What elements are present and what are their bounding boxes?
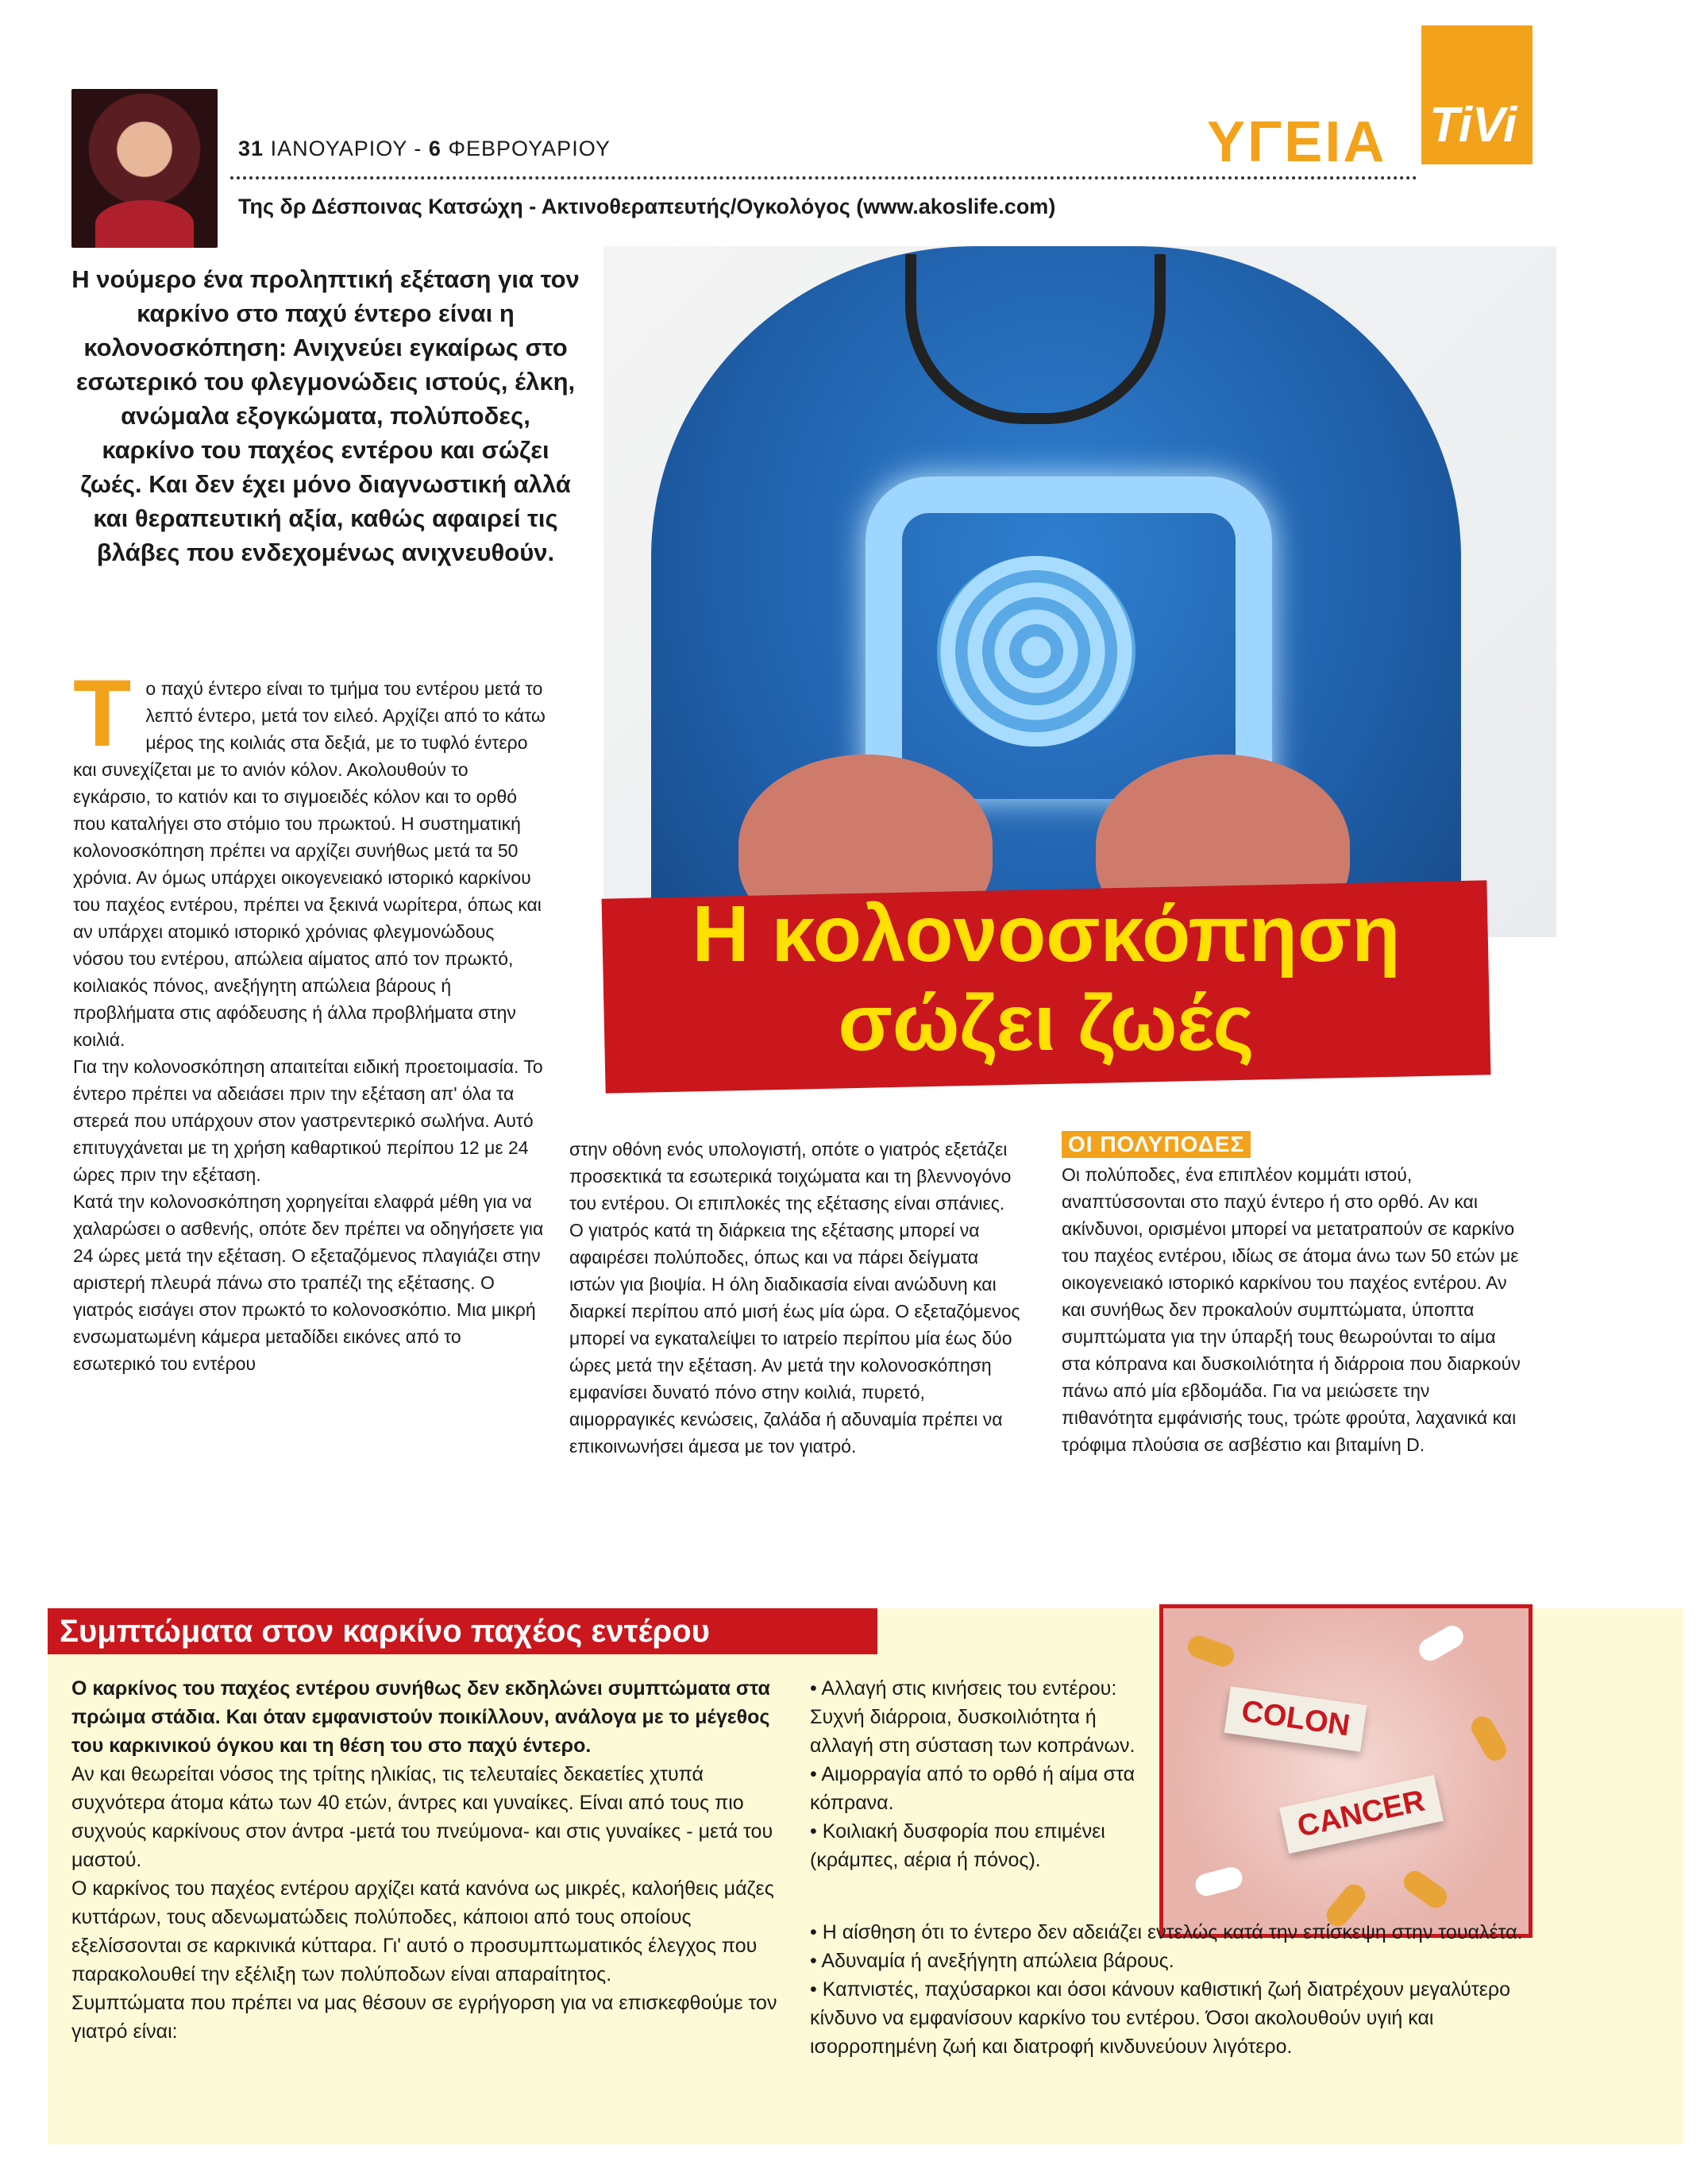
author-photo <box>71 89 218 248</box>
brand-logo: TiVi <box>1421 25 1533 164</box>
article-paragraph: Οι πολύποδες, ένα επιπλέον κομμάτι ιστού, αναπτύσσονται στο παχύ έντερο ή στο ορθό. Αν και ακίνδυνοι, ορισμένοι μπορεί να μετατραπούν σε καρκίνο του παχέος εντέρου, ιδίως σε άτομα άνω των 50 ετών με οικογενειακό ιστορικό καρκίνου του παχέος εντέρου. Αν και συνήθως δεν προκαλούν συμπτώματα, ύποπτα συμπτώματα για την ύπαρξή τους θεωρούνται το αίμα στα κόπρανα και δυσκοιλιότητα ή διάρροια που διαρκούν πάνω από μία εβδομάδα. Για να μειώσετε την πιθανότητα εμφάνισής τους, τρώτε φρούτα, λαχανικά και τρόφιμα πλούσια σε ασβέστιο και βιταμίνη D. <box>1062 1164 1521 1455</box>
headline <box>603 890 1489 1067</box>
article-paragraph: ο παχύ έντερο είναι το τμήμα του εντέρου μετά το λεπτό έντερο, μετά τον ειλεό. Αρχίζει από το κάτω μέρος της κοιλιάς στα δεξιά, με το τυφλό έντερο και συνεχίζεται με το ανιόν κόλον. Ακολουθούν το εγκάρσιο, το κατιόν και το σιγμοειδές κόλον και το ορθό που καταλήγει στο στόμιο του πρωκτού. Η συστηματική κολονοσκόπηση πρέπει να αρχίζει συνήθως μετά τα 50 χρόνια. Αν όμως υπάρχει οικογενειακό ιστορικό καρκίνου του παχέος εντέρου, πρέπει να ξεκινά νωρίτερα, όπως και αν υπάρχει ατομικό ιστορικό χρόνιας φλεγμονώδους νόσου του εντέρου, απώλεια αίματος από τον πρωκτό, κοιλιακός πόνος, ανεξήγητη απώλεια βάρους ή προβλήματα στις αφόδευσης ή άλλα προβλήματα στην κοιλιά. <box>73 678 546 1050</box>
symptoms-paragraph: Συμπτώματα που πρέπει να μας θέσουν σε εγρήγορση για να επισκεφθούμε τον γιατρό είναι: <box>71 1992 777 2043</box>
bullet-item: • Αδυναμία ή ανεξήγητη απώλεια βάρους. <box>810 1950 1174 1972</box>
article-paragraph: Για την κολονοσκόπηση απαιτείται ειδική προετοιμασία. Το έντερο πρέπει να αδειάσει πριν την εξέταση απ' όλα τα στερεά που υπάρχουν στον γαστρεντερικό σωλήνα. Αυτό επιτυγχάνεται με τη χρήση καθαρτικού περίπου 12 με 24 ώρες πριν την εξέταση. <box>73 1056 543 1185</box>
headline-line-1: Η κολονοσκόπηση <box>692 890 1401 978</box>
symptoms-column-1 <box>71 1674 786 2046</box>
symptoms-intro: Ο καρκίνος του παχέος εντέρου συνήθως δεν εκδηλώνει συμπτώματα στα πρώιμα στάδια. Και όταν εμφανιστούν ποικίλλουν, ανάλογα με το μέγεθος του καρκινικού όγκου και τη θέση του στο παχύ έντερο. <box>71 1677 770 1757</box>
article-column-3 <box>1062 1161 1522 1458</box>
issue-date: 31 ΙΑΝΟΥΑΡΙΟΥ - 6 ΦΕΒΡΟΥΑΡΙΟΥ <box>238 137 611 160</box>
bullet-item: • Αιμορραγία από το ορθό ή αίμα στα κόπρανα. <box>810 1763 1135 1814</box>
doctor-intestine-photo <box>603 246 1556 937</box>
bullet-item: • Κοιλιακή δυσφορία που επιμένει (κράμπες, αέρια ή πόνος). <box>810 1820 1105 1871</box>
symptoms-paragraph: Αν και θεωρείται νόσος της τρίτης ηλικίας, τις τελευταίες δεκαετίες χτυπά συχνότερα άτομα κάτω των 40 ετών, άντρες και γυναίκες. Είναι από τους πιο συχνούς καρκίνους στον άντρα -μετά του πνεύμονα- και στις γυναίκες - μετά του μαστού. <box>71 1763 773 1871</box>
article-paragraph: στην οθόνη ενός υπολογιστή, οπότε ο γιατρός εξετάζει προσεκτικά τα εσωτερικά τοιχώματα και τη βλεννογόνο του εντέρου. Οι επιπλοκές της εξέτασης είναι σπάνιες. <box>569 1139 1012 1214</box>
symptoms-bullets-lower <box>810 1918 1525 2061</box>
article-paragraph: Ο γιατρός κατά τη διάρκεια της εξέτασης μπορεί να αφαιρέσει πολύποδες, όπως και να πάρει δείγματα ιστών για βιοψία. Η όλη διαδικασία είναι ανώδυνη και διαρκεί περίπου από μισή έως μία ώρα. Ο εξεταζόμενος μπορεί να εγκαταλείψει το ιατρείο περίπου μία έως δύο ώρες μετά την εξέταση. Αν μετά την κολονοσκόπηση εμφανίσει δυνατό πόνο στην κοιλιά, πυρετό, αιμορραγικές κενώσεις, ζαλάδα ή αδυναμία πρέπει να επικοινωνήσει άμεσα με τον γιατρό. <box>569 1220 1020 1457</box>
article-paragraph: Κατά την κολονοσκόπηση χορηγείται ελαφρά μέθη για να χαλαρώσει ο ασθενής, οπότε δεν πρέπει να οδηγήσετε για 24 ώρες μετά την εξέταση. Ο εξεταζόμενος πλαγιάζει στην αριστερή πλευρά πάνω στο τραπέζι της εξέτασης. Ο γιατρός εισάγει στον πρωκτό το κολονοσκόπιο. Μια μικρή ενσωματωμένη κάμερα μεταδίδει εικόνες από το εσωτερικό του εντέρου <box>73 1191 544 1374</box>
symptoms-paragraph: Ο καρκίνος του παχέος εντέρου αρχίζει κατά κανόνα ως μικρές, καλοήθεις μάζες κυττάρων, τους αδενωματώδεις πολύποδες, κάποιοι από τους οποίους εξελίσσονται σε καρκινικά κύτταρα. Γι' αυτό ο προσυμπτωματικός έλεγχος που παρακολουθεί την εξέλιξη των πολύποδων είναι απαραίτητος. <box>71 1877 774 1986</box>
bullet-item: • Η αίσθηση ότι το έντερο δεν αδειάζει εντελώς κατά την επίσκεψη στην τουαλέτα. <box>810 1921 1523 1943</box>
colon-cancer-photo <box>1159 1604 1533 1938</box>
polyps-heading: ΟΙ ΠΟΛΥΠΟΔΕΣ <box>1062 1131 1251 1158</box>
symptoms-title: Συμπτώματα στον καρκίνο παχέος εντέρου <box>60 1614 710 1649</box>
headline-line-2: σώζει ζωές <box>838 978 1255 1067</box>
colon-tag: COLON <box>1224 1686 1367 1752</box>
symptoms-bullets <box>810 1674 1151 1874</box>
cancer-tag: CANCER <box>1279 1775 1443 1854</box>
header-divider <box>230 176 1417 179</box>
bullet-item: • Αλλαγή στις κινήσεις του εντέρου: Συχνή διάρροια, δυσκοιλιότητα ή αλλαγή στη σύσταση των κοπράνων. <box>810 1677 1135 1757</box>
author-byline: Της δρ Δέσποινας Κατσώχη - Ακτινοθεραπευτής/Ογκολόγος (www.akoslife.com) <box>238 195 1056 218</box>
article-column-1 <box>73 660 546 1377</box>
lead-paragraph: Η νούμερο ένα προληπτική εξέταση για τον καρκίνο στο παχύ έντερο είναι η κολονοσκόπηση: Ανιχνεύει εγκαίρως στο εσωτερικό του φλεγμονώδεις ιστούς, έλκη, ανώμαλα εξογκώματα, πολύποδες, καρκίνο του παχέος εντέρου και σώζει ζωές. Και δεν έχει μόνο διαγνωστική αλλά και θεραπευτική αξία, καθώς αφαιρεί τις βλάβες που ενδεχομένως ανιχνευθούν. <box>71 265 580 566</box>
article-column-2 <box>569 1136 1022 1460</box>
bullet-item: • Καπνιστές, παχύσαρκοι και όσοι κάνουν καθιστική ζωή διατρέχουν μεγαλύτερο κίνδυνο να εμφανίσουν καρκίνο του εντέρου. Όσοι ακολουθούν υγιή και ισορροπημένη ζωή και διατροφή κινδυνεύουν λιγότερο. <box>810 1978 1511 2058</box>
drop-cap: Τ <box>73 660 132 766</box>
section-title: ΥΓΕΙΑ <box>1207 110 1387 174</box>
